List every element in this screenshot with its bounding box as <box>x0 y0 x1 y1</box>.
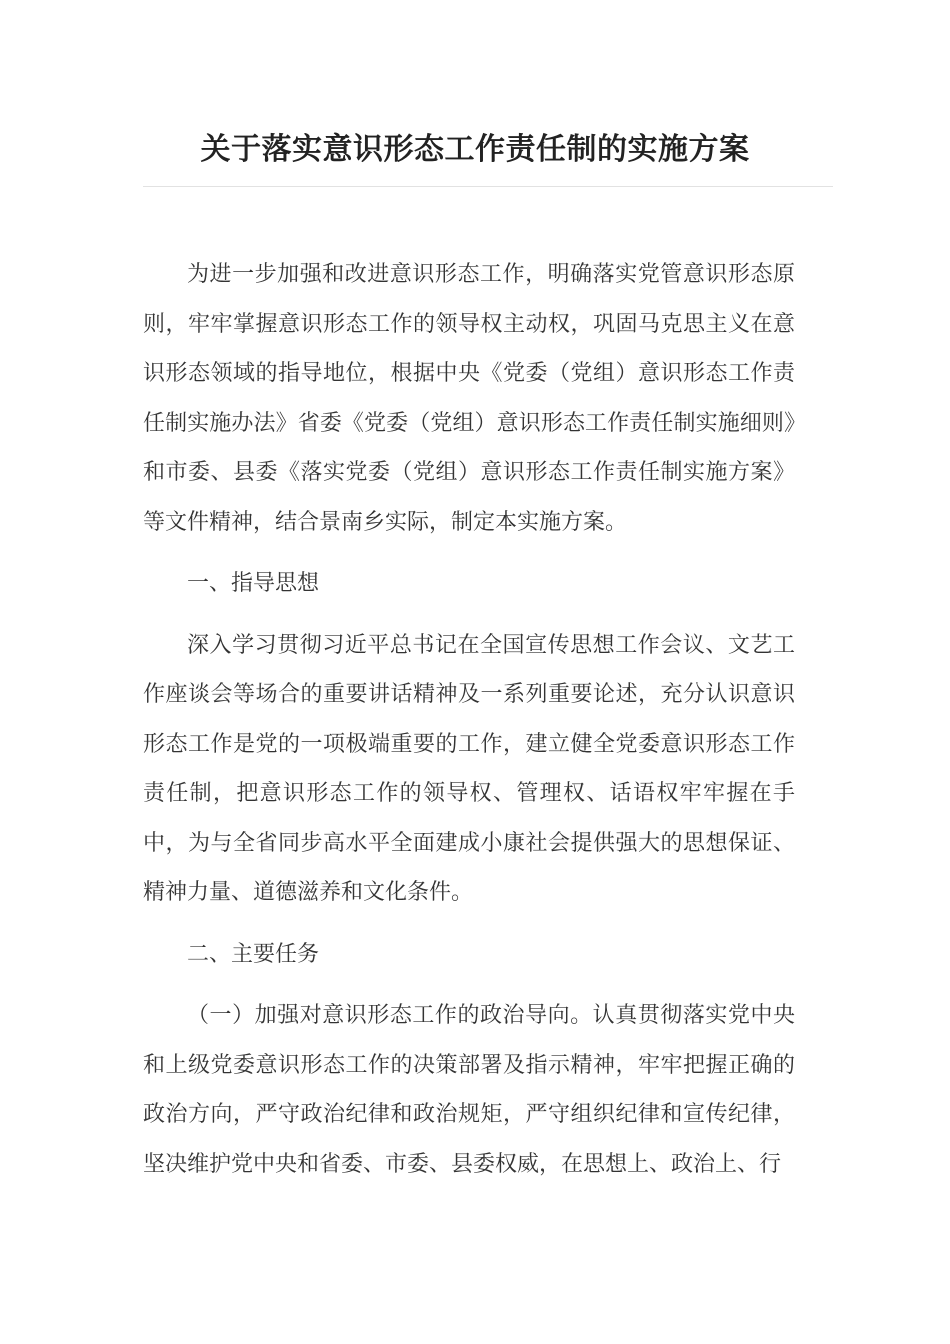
main-tasks-paragraph-1: （一）加强对意识形态工作的政治导向。认真贯彻落实党中央和上级党委意识形态工作的决策部署及指示精神，牢牢把握正确的政治方向，严守政治纪律和政治规矩，严守组织纪律和宣传纪律，坚决维护党中央和省委、市委、县委权威，在思想上、政治上、行 <box>143 1003 795 1177</box>
document-title: 关于落实意识形态工作责任制的实施方案 <box>200 132 750 167</box>
guiding-ideology-paragraph: 深入学习贯彻习近平总书记在全国宣传思想工作会议、文艺工作座谈会等场合的重要讲话精神及一系列重要论述，充分认识意识形态工作是党的一项极端重要的工作，建立健全党委意识形态工作责任制，把意识形态工作的领导权、管理权、话语权牢牢握在手中，为与全省同步高水平全面建成小康社会提供强大的思想保证、精神力量、道德滋养和文化条件。 <box>143 632 795 905</box>
section-heading-guiding-ideology: 一、指导思想 <box>187 571 320 596</box>
intro-paragraph: 为进一步加强和改进意识形态工作，明确落实党管意识形态原则，牢牢掌握意识形态工作的领导权主动权，巩固马克思主义在意识形态领域的指导地位，根据中央《党委（党组）意识形态工作责任制实施办法》省委《党委（党组）意识形态工作责任制实施细则》和市委、县委《落实党委（党组）意识形态工作责任制实施方案》等文件精神，结合景南乡实际，制定本实施方案。 <box>143 262 795 535</box>
title-divider <box>143 186 833 187</box>
document-body <box>143 250 795 1189</box>
section-heading-main-tasks: 二、主要任务 <box>187 941 320 967</box>
